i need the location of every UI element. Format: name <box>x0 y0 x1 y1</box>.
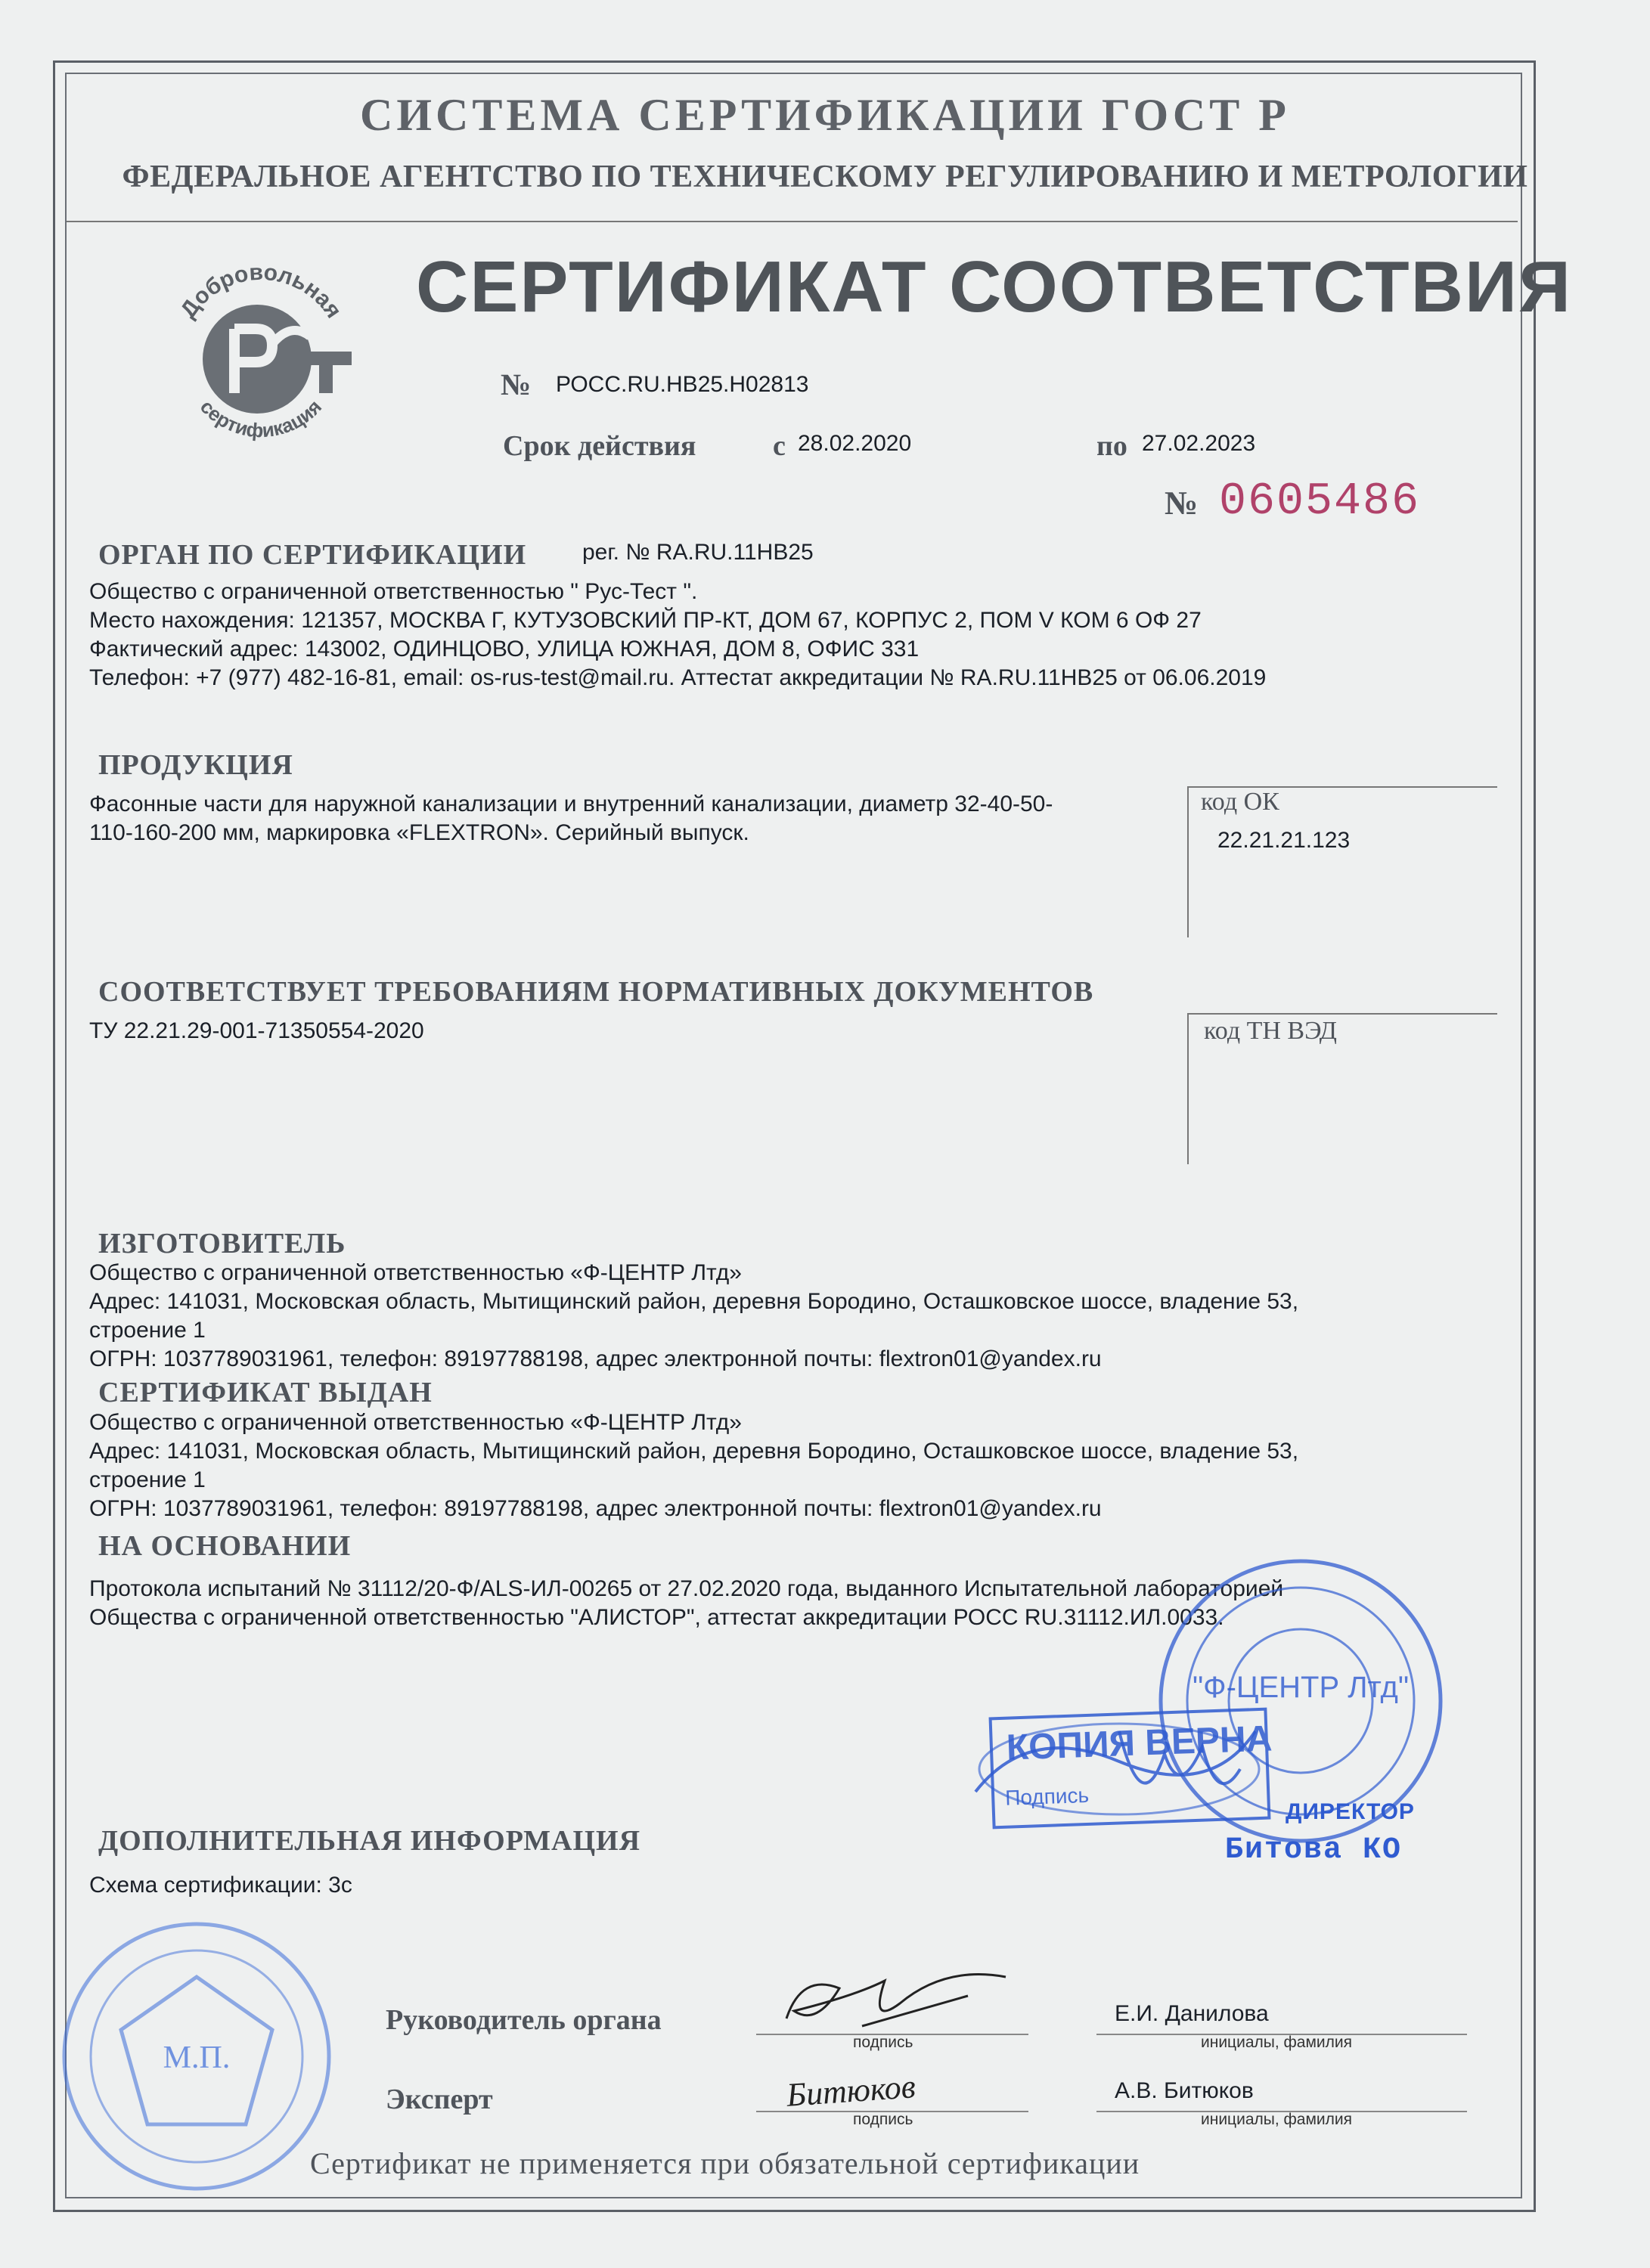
head-signature <box>771 1958 1021 2041</box>
footer-note: Сертификат не применяется при обязательной сертификации <box>310 2146 1140 2180</box>
issued-line-3: строение 1 <box>89 1467 206 1492</box>
director-name: Битова КО <box>1225 1833 1403 1867</box>
issued-title: СЕРТИФИКАТ ВЫДАН <box>98 1377 433 1408</box>
head-signature-caption: подпись <box>853 2034 913 2051</box>
validity-to-label: по <box>1096 430 1127 462</box>
logo-bottom-text: сертификация <box>195 395 327 442</box>
manufacturer-line-1: Общество с ограниченной ответственностью «Ф-ЦЕНТР Лтд» <box>89 1260 742 1285</box>
product-line-2: 110-160-200 мм, маркировка «FLEXTRON». Серийный выпуск. <box>89 820 749 845</box>
director-signature <box>968 1701 1270 1837</box>
ok-box-left <box>1187 786 1189 937</box>
cert-body-line-2: Место нахождения: 121357, МОСКВА Г, КУТУЗОВСКИЙ ПР-КТ, ДОМ 67, КОРПУС 2, ПОМ V КОМ 6 ОФ 27 <box>89 608 1202 633</box>
manufacturer-title: ИЗГОТОВИТЕЛЬ <box>98 1228 346 1259</box>
issued-line-4: ОГРН: 1037789031961, телефон: 89197788198, адрес электронной почты: flextron01@yandex.ru <box>89 1496 1102 1521</box>
serial-label: № <box>1165 485 1199 522</box>
cert-number: РОСС.RU.НВ25.Н02813 <box>556 372 809 397</box>
system-title: СИСТЕМА СЕРТИФИКАЦИИ ГОСТ Р <box>360 90 1290 140</box>
product-line-1: Фасонные части для наружной канализации и внутренний канализации, диаметр 32-40-50- <box>89 792 1053 816</box>
manufacturer-line-4: ОГРН: 1037789031961, телефон: 89197788198, адрес электронной почты: flextron01@yandex.ru <box>89 1346 1102 1371</box>
ok-code-value: 22.21.21.123 <box>1217 828 1351 853</box>
cert-body-reg: рег. № RA.RU.11НВ25 <box>582 540 814 565</box>
head-label: Руководитель органа <box>386 2004 662 2036</box>
issued-line-2: Адрес: 141031, Московская область, Мытищинский район, деревня Бородино, Осташковское шоссе, владение 53, <box>89 1439 1299 1464</box>
expert-signature: Битюков <box>785 2068 917 2114</box>
copy-stamp-text: КОПИЯ ВЕРНА <box>1006 1718 1273 1768</box>
product-title: ПРОДУКЦИЯ <box>98 749 293 781</box>
cert-body-line-3: Фактический адрес: 143002, ОДИНЦОВО, УЛИЦА ЮЖНАЯ, ДОМ 8, ОФИС 331 <box>89 637 920 662</box>
head-name-caption: инициалы, фамилия <box>1201 2034 1352 2051</box>
head-name: Е.И. Данилова <box>1115 2001 1269 2026</box>
expert-signature-caption: подпись <box>853 2111 913 2128</box>
serial-number: 0605486 <box>1219 476 1421 528</box>
validity-from-date: 28.02.2020 <box>798 431 912 456</box>
additional-title: ДОПОЛНИТЕЛЬНАЯ ИНФОРМАЦИЯ <box>98 1825 641 1857</box>
header-divider <box>67 221 1518 222</box>
cert-body-line-4: Телефон: +7 (977) 482-16-81, email: os-rus-test@mail.ru. Аттестат аккредитации № RA.RU.11НВ25 от 06.06.2019 <box>89 665 1267 690</box>
manufacturer-line-2: Адрес: 141031, Московская область, Мытищинский район, деревня Бородино, Осташковское шоссе, владение 53, <box>89 1289 1299 1314</box>
basis-title: НА ОСНОВАНИИ <box>98 1530 352 1562</box>
tnved-box-top <box>1187 1013 1497 1015</box>
cert-body-line-1: Общество с ограниченной ответственностью " Рус-Тест ". <box>89 579 698 604</box>
expert-label: Эксперт <box>386 2084 493 2115</box>
cert-number-label: № <box>501 367 532 401</box>
tnved-box-left <box>1187 1013 1189 1164</box>
basis-line-1: Протокола испытаний № 31112/20-Ф/ALS-ИЛ-00265 от 27.02.2020 года, выданного Испытательной лабораторией <box>89 1576 1284 1601</box>
issued-line-1: Общество с ограниченной ответственностью «Ф-ЦЕНТР Лтд» <box>89 1410 742 1435</box>
svg-text:М.П.: М.П. <box>163 2040 231 2075</box>
requirements-title: СООТВЕТСТВУЕТ ТРЕБОВАНИЯМ НОРМАТИВНЫХ ДОКУМЕНТОВ <box>98 976 1094 1008</box>
ok-code-label: код ОК <box>1201 788 1279 816</box>
director-role: ДИРЕКТОР <box>1286 1799 1415 1824</box>
expert-name: А.В. Битюков <box>1115 2078 1254 2103</box>
rst-logo <box>159 253 363 457</box>
document-title: СЕРТИФИКАТ СООТВЕТСТВИЯ <box>416 246 1572 327</box>
validity-label: Срок действия <box>503 430 696 462</box>
cert-body-seal <box>53 1913 340 2200</box>
requirements-doc: ТУ 22.21.29-001-71350554-2020 <box>89 1018 424 1043</box>
tnved-label: код ТН ВЭД <box>1204 1017 1337 1045</box>
basis-line-2: Общества с ограниченной ответственностью "АЛИСТОР", аттестат аккредитации РОСС RU.31112.ИЛ.0033. <box>89 1605 1224 1630</box>
copy-stamp-sub: Подпись <box>1004 1783 1090 1810</box>
expert-name-caption: инициалы, фамилия <box>1201 2111 1352 2128</box>
validity-to-date: 27.02.2023 <box>1142 431 1256 456</box>
cert-body-title: ОРГАН ПО СЕРТИФИКАЦИИ <box>98 539 527 571</box>
logo-top-text: Добровольная <box>175 259 346 323</box>
agency-title: ФЕДЕРАЛЬНОЕ АГЕНТСТВО ПО ТЕХНИЧЕСКОМУ РЕГУЛИРОВАНИЮ И МЕТРОЛОГИИ <box>122 160 1528 194</box>
manufacturer-line-3: строение 1 <box>89 1318 206 1343</box>
validity-from-label: с <box>773 430 786 462</box>
svg-text:"Ф-ЦЕНТР Лтд": "Ф-ЦЕНТР Лтд" <box>1192 1671 1410 1704</box>
additional-scheme: Схема сертификации: 3с <box>89 1873 352 1898</box>
